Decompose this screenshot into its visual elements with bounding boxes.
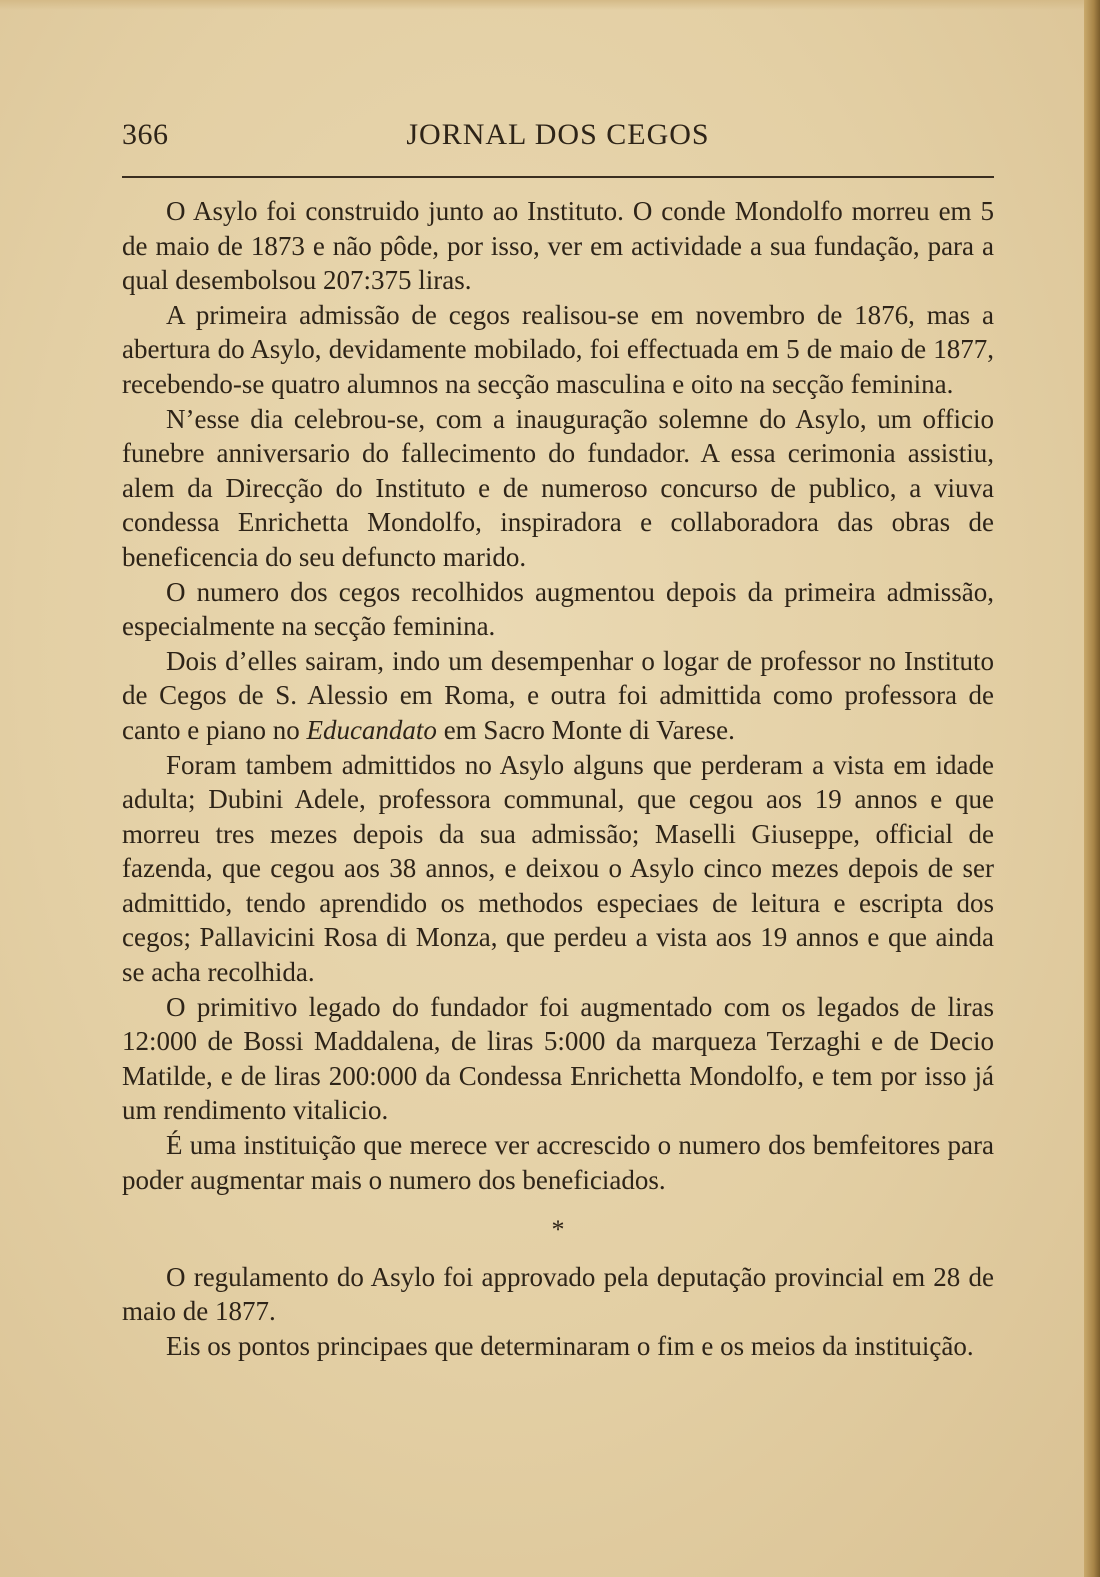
paragraph: O numero dos cegos recolhidos augmentou depois da primeira admissão, especialmente na secção feminina. [122, 576, 994, 642]
header-rule [122, 176, 994, 178]
paragraph: Eis os pontos principaes que determinaram o fim e os meios da instituição. [166, 1331, 974, 1361]
paragraph-text: Dois d’elles sairam, indo um desempenhar o logar de professor no Instituto de Cegos de S. Alessio em Roma, e outra foi admittida como professora de canto e piano no [122, 645, 994, 745]
paragraph: N’esse dia celebrou-se, com a inauguração solemne do Asylo, um officio funebre anniversario do fallecimento do fundador. A essa cerimonia assistiu, alem da Direcção do Instituto e de numeroso concurso de publico, a viuva condessa Enrichetta Mondolfo, inspiradora e collaboradora das obras de beneficencia do seu defuncto marido. [122, 403, 994, 572]
page-right-edge [1084, 0, 1100, 1577]
running-title: JORNAL DOS CEGOS [406, 118, 710, 151]
body-text [122, 194, 994, 1364]
page-number: 366 [122, 118, 169, 151]
paragraph: O regulamento do Asylo foi approvado pela deputação provincial em 28 de maio de 1877. [122, 1261, 994, 1327]
page-header [122, 118, 994, 162]
paragraph: O Asylo foi construido junto ao Instituto. O conde Mondolfo morreu em 5 de maio de 1873 e não pôde, por isso, ver em actividade a sua fundação, para a qual desembolsou 207:375 liras. [122, 196, 994, 296]
paragraph: É uma instituição que merece ver accrescido o numero dos bemfeitores para poder augmentar mais o numero dos beneficiados. [122, 1130, 994, 1195]
paragraph-text: em Sacro Monte di Varese. [436, 714, 735, 745]
paragraph: Foram tambem admittidos no Asylo alguns que perderam a vista em idade adulta; Dubini Adele, professora communal, que cegou aos 19 annos e que morreu tres mezes depois da sua admissão; Maselli Giuseppe, official de fazenda, que cegou aos 38 annos, e deixou o Asylo cinco mezes depois de ser admittido, tendo aprendido os methodos especiaes de leitura e escripta dos cegos; Pallavicini Rosa di Monza, que perdeu a vista aos 19 annos e que ainda se acha recolhida. [122, 749, 994, 988]
paragraph: O primitivo legado do fundador foi augmentado com os legados de liras 12:000 de Bossi Maddalena, de liras 5:000 da marqueza Terzaghi e de Decio Matilde, e de liras 200:000 da Condessa Enrichetta Mondolfo, e tem por isso já um rendimento vitalicio. [122, 991, 994, 1126]
italic-term: Educandato [306, 714, 437, 745]
page-top-edge [0, 0, 1100, 10]
paragraph [122, 644, 994, 748]
paragraph: A primeira admissão de cegos realisou-se em novembro de 1876, mas a abertura do Asylo, devidamente mobilado, foi effectuada em 5 de maio de 1877, recebendo-se quatro alumnos na secção masculina e oito na secção feminina. [122, 299, 994, 399]
section-separator: * [551, 1215, 565, 1245]
